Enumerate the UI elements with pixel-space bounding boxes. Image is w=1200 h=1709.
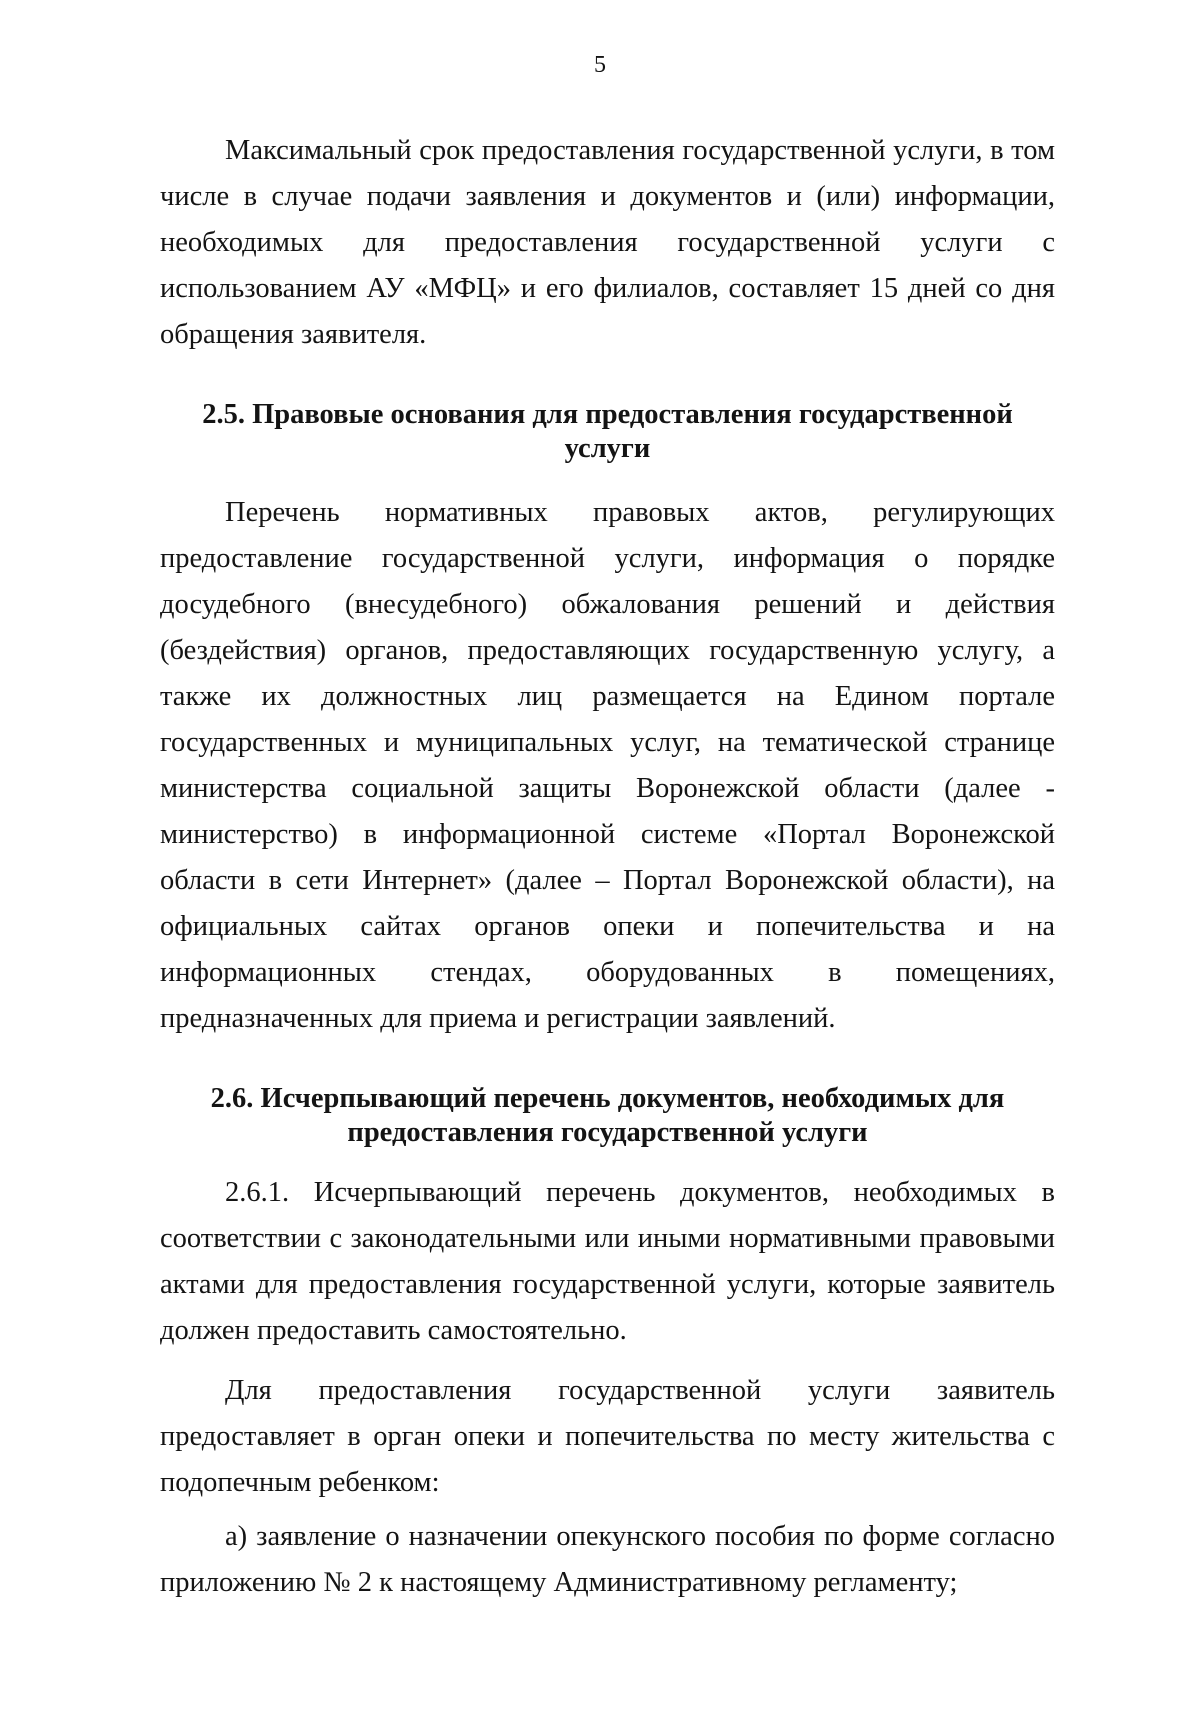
page-number: 5 [594,52,606,78]
section-2-6-title-line-2: предоставления государственной услуги [347,1117,868,1148]
paragraph-applicant-submits: Для предоставления государственной услуги заявитель предоставляет в орган опеки и попечительства по месту жительства с подопечным ребенком: [160,1375,1055,1498]
paragraph-2-6-1: 2.6.1. Исчерпывающий перечень документов, необходимых в соответствии с законодательными или иными нормативными правовыми актами для предоставления государственной услуги, которые заявитель должен предоставить самостоятельно. [160,1177,1055,1346]
paragraph-item-a: а) заявление о назначении опекунского пособия по форме согласно приложению № 2 к настоящему Административному регламенту; [160,1521,1055,1598]
paragraph-legal-basis: Перечень нормативных правовых актов, регулирующих предоставление государственной услуги, информация о порядке досудебного (внесудебного) обжалования решений и действия (бездействия) органов, предоставляющих государственную услугу, а также их должностных лиц размещается на Едином портале государственных и муниципальных услуг, на тематической странице министерства социальной защиты Воронежской области (далее - министерство) в информационной системе «Портал Воронежской области в сети Интернет» (далее – Портал Воронежской области), на официальных сайтах органов опеки и попечительства и на информационных стендах, оборудованных в помещениях, предназначенных для приема и регистрации заявлений. [160,497,1055,1034]
paragraph-max-term: Максимальный срок предоставления государственной услуги, в том числе в случае подачи заявления и документов и (или) информации, необходимых для предоставления государственной услуги с использованием АУ «МФЦ» и его филиалов, составляет 15 дней со дня обращения заявителя. [160,135,1055,350]
section-2-6-title-line-1: 2.6. Исчерпывающий перечень документов, необходимых для [210,1083,1005,1114]
section-2-5-title-line-2: услуги [564,433,651,464]
document-body [160,128,1055,1606]
section-2-6-heading [160,1082,1055,1150]
section-2-5-title-line-1: 2.5. Правовые основания для предоставления государственной [202,399,1013,430]
section-2-5-heading [160,398,1055,466]
